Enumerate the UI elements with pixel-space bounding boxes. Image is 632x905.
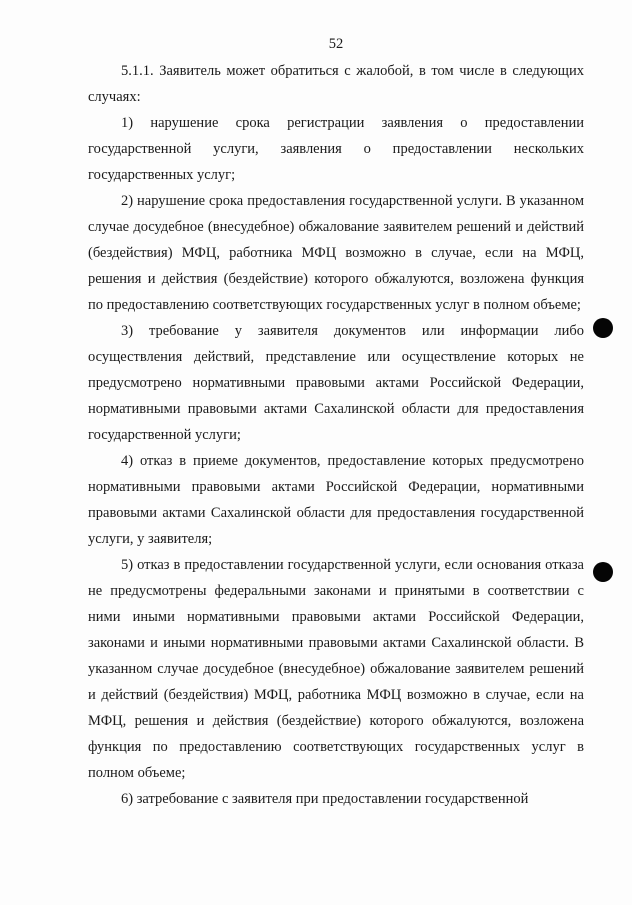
punch-hole-bottom (593, 562, 613, 582)
document-body (88, 58, 584, 812)
paragraph-5-1-1-intro: 5.1.1. Заявитель может обратиться с жалобой, в том числе в следующих случаях: (88, 63, 584, 105)
list-item-3: 3) требование у заявителя документов или информации либо осуществления действий, представление или осуществление которых не предусмотрено нормативными правовыми актами Российской Федерации, нормативными правовыми актами Сахалинской области для предоставления государственной услуги; (88, 323, 584, 443)
list-item-4: 4) отказ в приеме документов, предоставление которых предусмотрено нормативными правовыми актами Российской Федерации, нормативными правовыми актами Сахалинской области для предоставления государственной услуги, у заявителя; (88, 453, 584, 547)
list-item-5: 5) отказ в предоставлении государственной услуги, если основания отказа не предусмотрены федеральными законами и принятыми в соответствии с ними иными нормативными правовыми актами Российской Федерации, законами и иными нормативными правовыми актами Сахалинской области. В указанном случае досудебное (внесудебное) обжалование заявителем решений и действий (бездействия) МФЦ, работника МФЦ возможно в случае, если на МФЦ, решения и действия (бездействие) которого обжалуются, возложена функция по предоставлению соответствующих государственных услуг в полном объеме; (88, 557, 584, 781)
page-number: 52 (328, 36, 344, 52)
list-item-6: 6) затребование с заявителя при предоставлении государственной (121, 791, 529, 807)
list-item-2: 2) нарушение срока предоставления государственной услуги. В указанном случае досудебное (внесудебное) обжалование заявителем решений и действий (бездействия) МФЦ, работника МФЦ возможно в случае, если на МФЦ, решения и действия (бездействие) которого обжалуются, возложена функция по предоставлению соответствующих государственных услуг в полном объеме; (88, 193, 584, 313)
list-item-1: 1) нарушение срока регистрации заявления о предоставлении государственной услуги, заявления о предоставлении нескольких государственных услуг; (88, 115, 584, 183)
punch-hole-top (593, 318, 613, 338)
